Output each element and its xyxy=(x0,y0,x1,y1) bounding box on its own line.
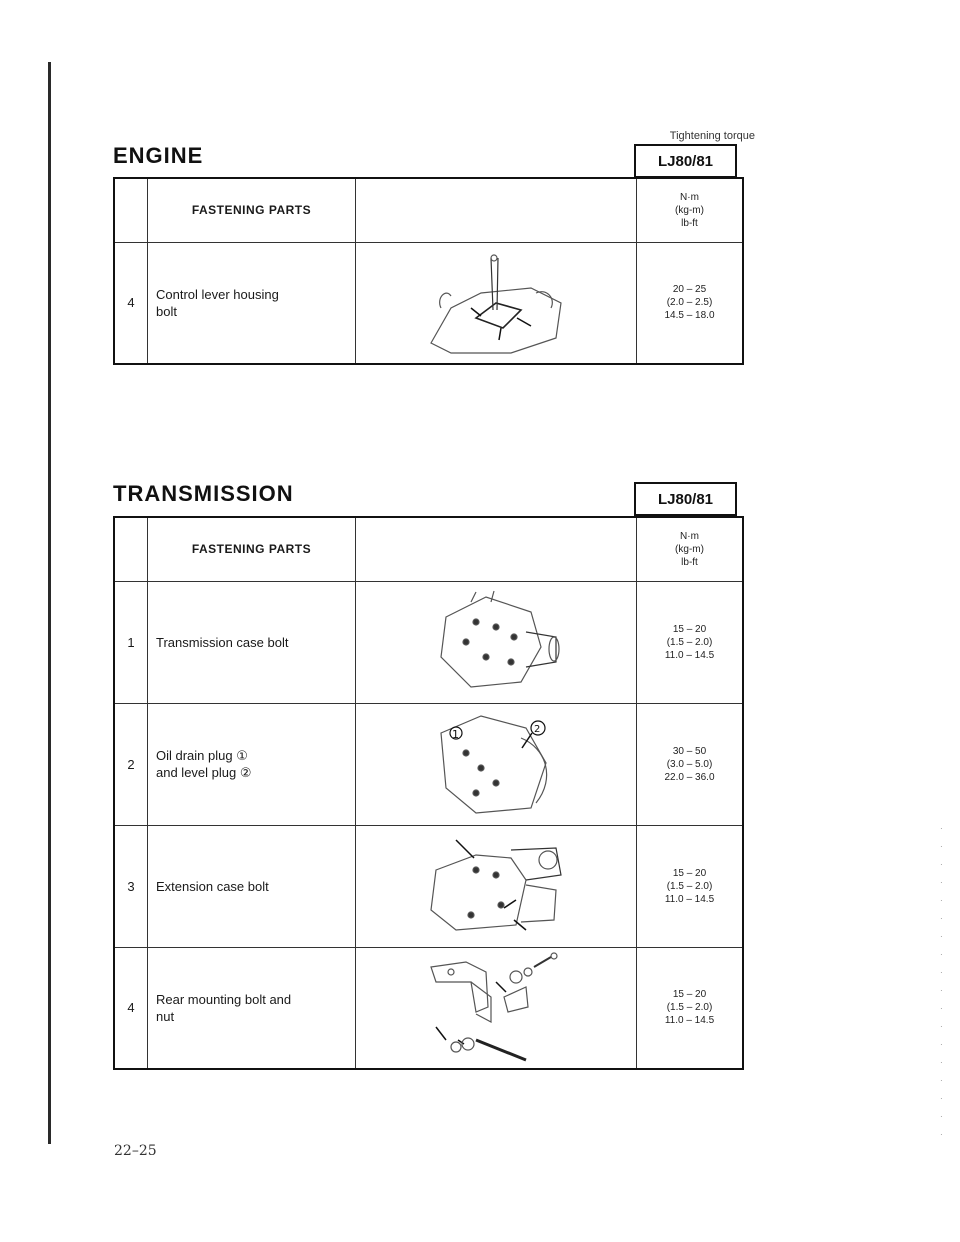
part-name: Rear mounting bolt and nut xyxy=(148,947,356,1069)
row-number: 4 xyxy=(114,242,148,364)
row-number: 3 xyxy=(114,825,148,947)
units-header: N·m (kg-m) lb-ft xyxy=(637,178,744,242)
transmission-torque-table xyxy=(113,516,744,1070)
part-name: Control lever housing bolt xyxy=(148,242,356,364)
svg-text:2: 2 xyxy=(534,724,541,735)
table-row xyxy=(114,581,743,703)
oil-plug-drawing xyxy=(356,703,637,825)
scan-edge-marks: · · · · · · · · · · · · · · · · · · xyxy=(940,824,943,1139)
margin-rule xyxy=(48,62,51,1144)
part-name: Oil drain plug ① and level plug ② xyxy=(148,703,356,825)
torque-value: 15 – 20 (1.5 – 2.0) 11.0 – 14.5 xyxy=(637,825,744,947)
page-header-caption: Tightening torque xyxy=(669,130,755,142)
control-lever-housing-drawing xyxy=(356,242,637,364)
part-name: Extension case bolt xyxy=(148,825,356,947)
engine-torque-table xyxy=(113,177,744,365)
fastening-parts-header: FASTENING PARTS xyxy=(148,178,356,242)
torque-value: 30 – 50 (3.0 – 5.0) 22.0 – 36.0 xyxy=(637,703,744,825)
part-name: Transmission case bolt xyxy=(148,581,356,703)
fastening-parts-header: FASTENING PARTS xyxy=(148,517,356,581)
table-row xyxy=(114,703,743,825)
extension-case-drawing xyxy=(356,825,637,947)
transmission-case-drawing xyxy=(356,581,637,703)
transmission-model-box: LJ80/81 xyxy=(634,482,737,516)
torque-value: 20 – 25 (2.0 – 2.5) 14.5 – 18.0 xyxy=(637,242,744,364)
transmission-section-title: TRANSMISSION xyxy=(113,481,294,506)
table-header-row xyxy=(114,517,743,581)
svg-text:1: 1 xyxy=(452,728,459,741)
table-row xyxy=(114,947,743,1069)
torque-value: 15 – 20 (1.5 – 2.0) 11.0 – 14.5 xyxy=(637,581,744,703)
engine-section-title: ENGINE xyxy=(113,143,204,168)
units-header: N·m (kg-m) lb-ft xyxy=(637,517,744,581)
torque-value: 15 – 20 (1.5 – 2.0) 11.0 – 14.5 xyxy=(637,947,744,1069)
table-row xyxy=(114,242,743,364)
table-header-row xyxy=(114,178,743,242)
row-number: 2 xyxy=(114,703,148,825)
page-number: 22–25 xyxy=(114,1143,157,1159)
row-number: 1 xyxy=(114,581,148,703)
table-row xyxy=(114,825,743,947)
engine-model-box: LJ80/81 xyxy=(634,144,737,178)
rear-mounting-drawing xyxy=(356,947,637,1069)
row-number: 4 xyxy=(114,947,148,1069)
